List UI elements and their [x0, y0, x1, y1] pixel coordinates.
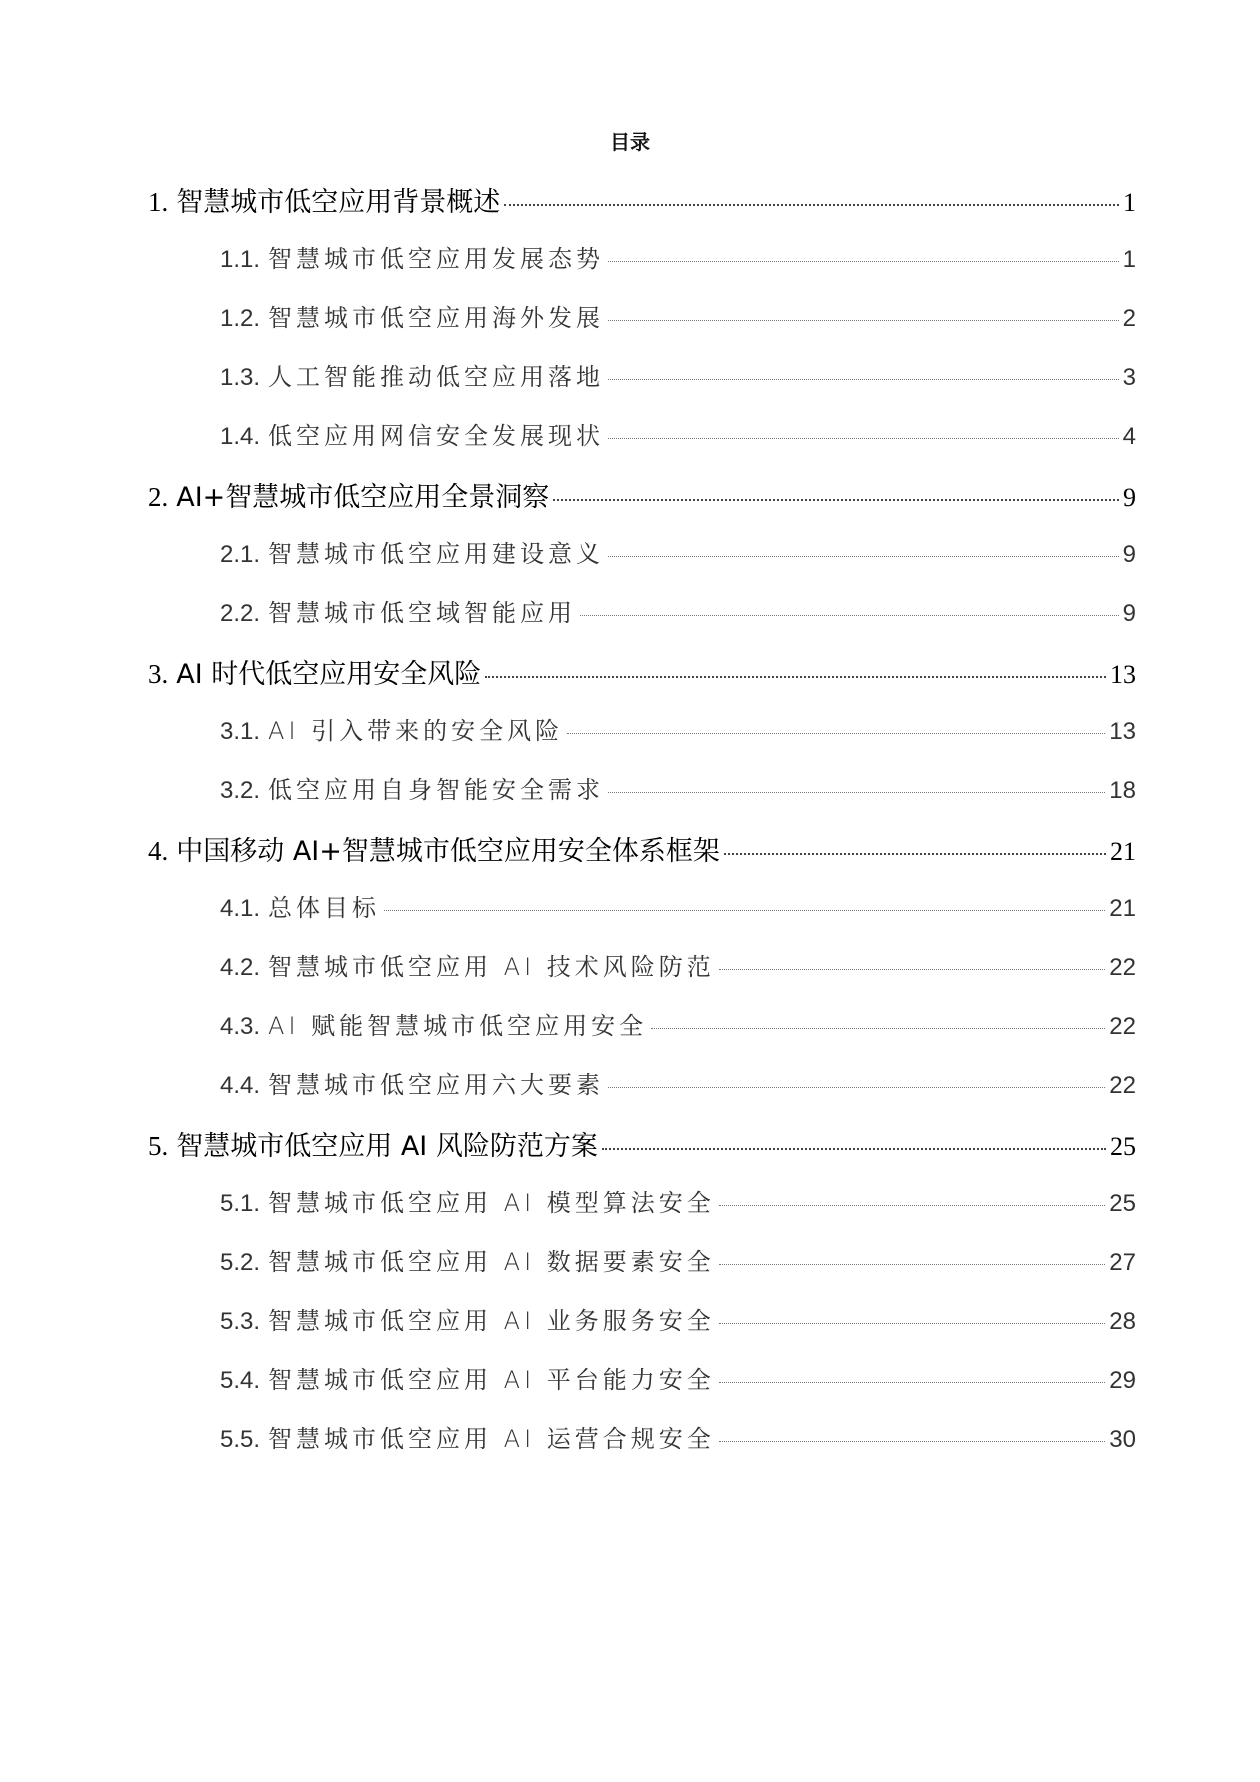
toc-entry-4-1[interactable]	[220, 888, 1136, 928]
toc-entry-5-5[interactable]	[220, 1419, 1136, 1459]
toc-entry-page: 21	[1110, 837, 1136, 866]
dot-leader	[602, 1148, 1106, 1150]
toc-entry-number: 5.1.	[220, 1190, 261, 1217]
dot-leader	[608, 792, 1105, 793]
toc-entry-5-1[interactable]	[220, 1183, 1136, 1223]
toc-entry-4-3[interactable]	[220, 1006, 1136, 1046]
dot-leader	[504, 204, 1119, 206]
toc-entry-text: 智慧城市低空域智能应用	[268, 599, 577, 627]
toc-entry-page: 3	[1122, 364, 1136, 391]
toc-entry-text: 中国移动 AI+智慧城市低空应用安全体系框架	[176, 836, 720, 867]
toc-entry-number: 1.4.	[220, 423, 261, 450]
toc-entry-3[interactable]	[148, 652, 1136, 692]
toc-entry-1-2[interactable]	[220, 298, 1136, 338]
toc-title: 目录	[610, 130, 650, 154]
toc-entry-page: 25	[1110, 1132, 1136, 1161]
dot-leader	[608, 438, 1119, 439]
toc-entry-5-4[interactable]	[220, 1360, 1136, 1400]
dot-leader	[553, 499, 1119, 501]
dot-leader	[608, 379, 1119, 380]
dot-leader	[719, 969, 1106, 970]
dot-leader	[608, 320, 1119, 321]
toc-entry-number: 3.	[148, 659, 169, 689]
toc-entry-text: 智慧城市低空应用 AI 平台能力安全	[268, 1366, 715, 1394]
toc-entry-text: 智慧城市低空应用 AI 业务服务安全	[268, 1307, 715, 1335]
toc-entry-1[interactable]	[148, 180, 1136, 220]
dot-leader	[567, 733, 1105, 734]
toc-entry-page: 1	[1122, 246, 1136, 273]
dot-leader	[608, 1087, 1105, 1088]
toc-entry-number: 4.4.	[220, 1072, 261, 1099]
toc-entry-5-3[interactable]	[220, 1301, 1136, 1341]
toc-entry-number: 4.2.	[220, 954, 261, 981]
toc-entry-5-2[interactable]	[220, 1242, 1136, 1282]
toc-entry-4[interactable]	[148, 829, 1136, 869]
toc-entry-page: 13	[1110, 660, 1136, 689]
toc-entry-text: 低空应用网信安全发展现状	[268, 422, 605, 450]
toc-entry-page: 30	[1109, 1426, 1136, 1453]
toc-entry-3-1[interactable]	[220, 711, 1136, 751]
toc-entry-5[interactable]	[148, 1124, 1136, 1164]
toc-entry-number: 2.2.	[220, 600, 261, 627]
toc-entry-page: 4	[1122, 423, 1136, 450]
toc-entry-page: 9	[1122, 600, 1136, 627]
toc-entry-text: 智慧城市低空应用 AI 风险防范方案	[176, 1131, 598, 1162]
toc-entry-number: 5.3.	[220, 1308, 261, 1335]
toc-entry-page: 1	[1123, 188, 1136, 217]
dot-leader	[719, 1323, 1106, 1324]
toc-entry-4-4[interactable]	[220, 1065, 1136, 1105]
toc-entry-4-2[interactable]	[220, 947, 1136, 987]
toc-entry-text: AI 引入带来的安全风险	[268, 717, 564, 745]
dot-leader	[719, 1264, 1106, 1265]
toc-entry-text: AI 时代低空应用安全风险	[176, 659, 482, 690]
dot-leader	[719, 1205, 1106, 1206]
dot-leader	[608, 261, 1119, 262]
toc-entry-text: 智慧城市低空应用 AI 数据要素安全	[268, 1248, 715, 1276]
dot-leader	[719, 1441, 1106, 1442]
toc-entry-number: 5.4.	[220, 1367, 261, 1394]
toc-entry-text: 智慧城市低空应用海外发展	[268, 304, 605, 332]
toc-entry-1-1[interactable]	[220, 239, 1136, 279]
toc-entry-number: 2.1.	[220, 541, 261, 568]
toc-entry-text: 智慧城市低空应用发展态势	[268, 245, 605, 273]
toc-entry-3-2[interactable]	[220, 770, 1136, 810]
toc-entry-page: 27	[1109, 1249, 1136, 1276]
toc-entry-number: 4.3.	[220, 1013, 261, 1040]
dot-leader	[651, 1028, 1105, 1029]
dot-leader	[719, 1382, 1106, 1383]
dot-leader	[485, 676, 1106, 678]
toc-entry-text: 智慧城市低空应用六大要素	[268, 1071, 605, 1099]
toc-entry-page: 9	[1123, 483, 1136, 512]
toc-entry-number: 4.	[148, 836, 169, 866]
toc-entry-page: 28	[1109, 1308, 1136, 1335]
dot-leader	[580, 615, 1119, 616]
toc-entry-number: 3.1.	[220, 718, 261, 745]
toc-entry-page: 2	[1122, 305, 1136, 332]
toc-entry-number: 5.	[148, 1131, 169, 1161]
dot-leader	[384, 910, 1105, 911]
toc-entry-number: 5.2.	[220, 1249, 261, 1276]
toc-entry-2[interactable]	[148, 475, 1136, 515]
toc-entry-page: 13	[1109, 718, 1136, 745]
toc-entry-page: 29	[1109, 1367, 1136, 1394]
toc-entry-1-3[interactable]	[220, 357, 1136, 397]
toc-entry-number: 4.1.	[220, 895, 261, 922]
toc-entry-number: 2.	[148, 482, 169, 512]
toc-entry-page: 21	[1109, 895, 1136, 922]
toc-entry-page: 22	[1109, 954, 1136, 981]
toc-entry-2-2[interactable]	[220, 593, 1136, 633]
toc-entry-page: 25	[1109, 1190, 1136, 1217]
toc-entry-number: 3.2.	[220, 777, 261, 804]
toc-entry-1-4[interactable]	[220, 416, 1136, 456]
toc-entry-text: 总体目标	[268, 894, 381, 922]
dot-leader	[724, 853, 1106, 855]
toc-entry-text: AI+智慧城市低空应用全景洞察	[176, 482, 550, 513]
toc-entry-text: 智慧城市低空应用背景概述	[176, 187, 501, 218]
toc-entry-text: 低空应用自身智能安全需求	[268, 776, 605, 804]
toc-entry-text: 智慧城市低空应用 AI 运营合规安全	[268, 1425, 715, 1453]
toc-entry-2-1[interactable]	[220, 534, 1136, 574]
toc-entry-number: 1.3.	[220, 364, 261, 391]
toc-entry-page: 18	[1109, 777, 1136, 804]
toc-entry-text: 人工智能推动低空应用落地	[268, 363, 605, 391]
toc-entry-number: 1.2.	[220, 305, 261, 332]
toc-entry-page: 22	[1109, 1013, 1136, 1040]
dot-leader	[608, 556, 1119, 557]
toc-entry-page: 9	[1122, 541, 1136, 568]
toc-entry-text: 智慧城市低空应用 AI 技术风险防范	[268, 953, 715, 981]
toc-entry-number: 1.1.	[220, 246, 261, 273]
toc-entry-text: 智慧城市低空应用建设意义	[268, 540, 605, 568]
toc-entry-text: 智慧城市低空应用 AI 模型算法安全	[268, 1189, 715, 1217]
toc-entry-text: AI 赋能智慧城市低空应用安全	[268, 1012, 648, 1040]
toc-entry-number: 1.	[148, 187, 169, 217]
toc-entry-number: 5.5.	[220, 1426, 261, 1453]
toc-entry-page: 22	[1109, 1072, 1136, 1099]
